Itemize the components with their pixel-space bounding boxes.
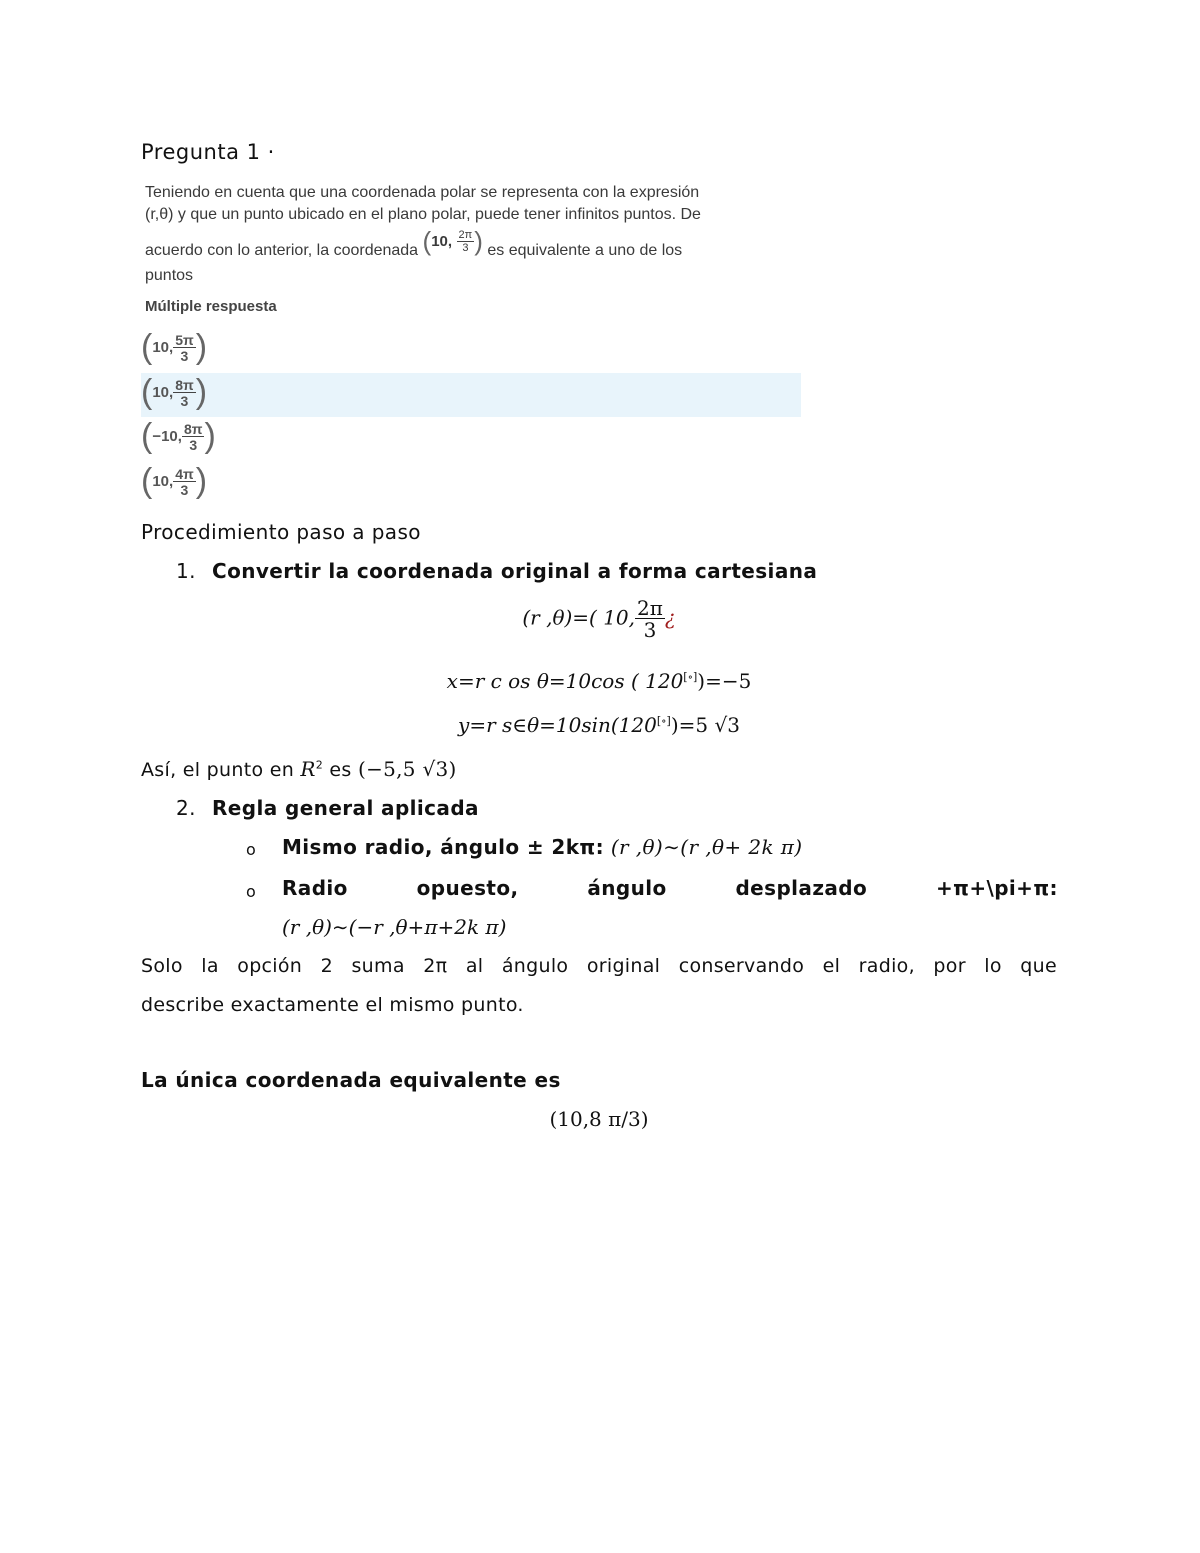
question-screenshot [141, 178, 801, 508]
answer-value: (10,8 π/3) [549, 1107, 649, 1131]
option-3[interactable]: (−10, $\frac{8\pi}{3}$ ) [141, 417, 216, 455]
question-title: Pregunta 1 · [141, 140, 275, 164]
equation-y: y=r s∈θ=10sin(120[∘])=5 √3 [458, 713, 740, 737]
question-line-1: Teniendo en cuenta que una coordenada polar se representa con la expresión [145, 184, 700, 201]
rule-2-label: Radio opuesto, ángulo desplazado +π+\pi+π: [282, 876, 1058, 900]
bullet-1-marker: o [246, 840, 256, 859]
question-line-4: puntos [145, 267, 194, 284]
answer-heading: La única coordenada equivalente es [141, 1068, 561, 1092]
step-2-title: Regla general aplicada [212, 796, 479, 820]
conclusion-line-2: describe exactamente el mismo punto. [141, 994, 524, 1016]
highlighted-option-row [141, 373, 801, 417]
rule-1: Mismo radio, ángulo ± 2kπ: (r ,θ)∼(r ,θ+ 2k π) [282, 835, 803, 859]
equation-polar: (r ,θ)=( 10, $\frac{2\pi}{3}$ ¿ [522, 596, 676, 642]
option-1[interactable]: (10, $\frac{5\pi}{3}$ ) [141, 328, 208, 366]
answer-type-label: Múltiple respuesta [145, 298, 277, 315]
option-4[interactable]: (10, $\frac{4\pi}{3}$ ) [141, 462, 208, 500]
step-1-number: 1. [176, 559, 196, 583]
step-1-title: Convertir la coordenada original a forma cartesiana [212, 559, 818, 583]
bullet-2-marker: o [246, 882, 256, 901]
option-2[interactable]: (10, $\frac{8\pi}{3}$ ) [141, 373, 208, 411]
point-statement: Así, el punto en $R^2$ es (−5,5 √3) [141, 757, 457, 781]
procedure-heading: Procedimiento paso a paso [141, 520, 421, 544]
question-line-3: acuerdo con lo anterior, la coordenada (10, $\frac{2\pi}{3}$ ) es equivalente a uno de los [145, 226, 683, 259]
inline-coordinate: (10, $\frac{2\pi}{3}$ ) [422, 226, 483, 257]
step-2-number: 2. [176, 796, 196, 820]
rule-2-math: (r ,θ)∼(−r ,θ+π+2k π) [282, 915, 507, 939]
question-line-2: (r,θ) y que un punto ubicado en el plano polar, puede tener infinitos puntos. De [145, 206, 701, 223]
conclusion-line-1: Solo la opción 2 suma 2π al ángulo original conservando el radio, por lo que [141, 955, 1057, 977]
equation-x: x=r c os θ=10cos ( 120[∘])=−5 [446, 669, 752, 693]
